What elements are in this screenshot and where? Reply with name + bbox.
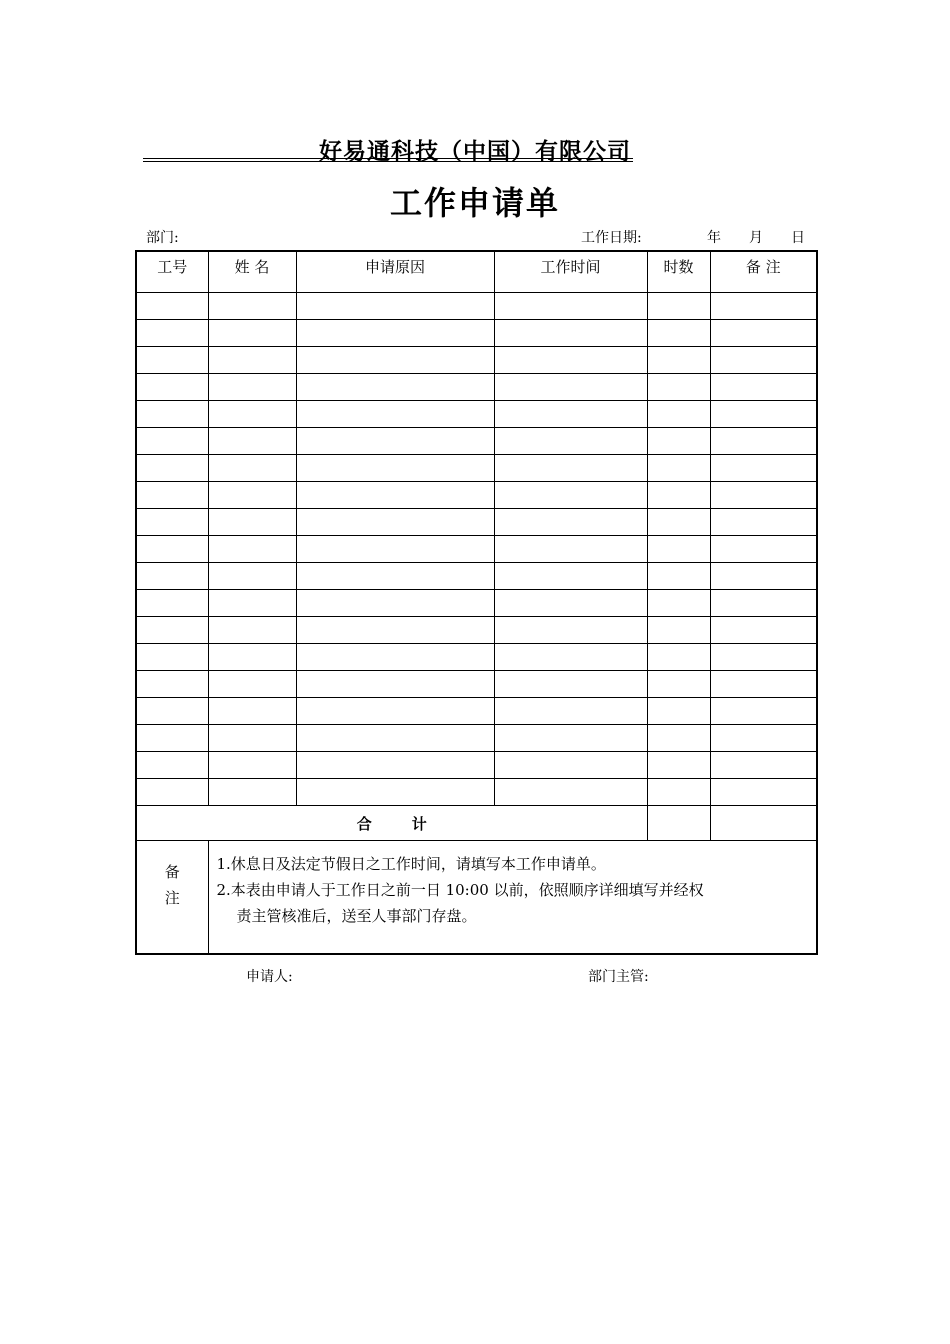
table-row [136, 590, 817, 617]
cell-hours[interactable] [647, 590, 710, 617]
header-remarks: 备 注 [710, 251, 817, 293]
cell-work-time[interactable] [494, 563, 647, 590]
cell-employee-id[interactable] [136, 455, 208, 482]
department-label: 部门: [146, 230, 179, 246]
table-row [136, 536, 817, 563]
cell-work-time[interactable] [494, 428, 647, 455]
cell-hours[interactable] [647, 401, 710, 428]
cell-hours[interactable] [647, 347, 710, 374]
cell-employee-id[interactable] [136, 725, 208, 752]
work-application-table [135, 250, 818, 955]
total-row [136, 806, 817, 841]
cell-reason[interactable] [296, 455, 494, 482]
cell-hours[interactable] [647, 536, 710, 563]
table-row [136, 752, 817, 779]
cell-remarks[interactable] [710, 536, 817, 563]
cell-employee-id[interactable] [136, 617, 208, 644]
cell-reason[interactable] [296, 725, 494, 752]
cell-employee-id[interactable] [136, 320, 208, 347]
cell-remarks[interactable] [710, 725, 817, 752]
cell-reason[interactable] [296, 347, 494, 374]
work-date-label: 工作日期: [581, 230, 642, 246]
cell-work-time[interactable] [494, 590, 647, 617]
cell-work-time[interactable] [494, 320, 647, 347]
cell-hours[interactable] [647, 725, 710, 752]
cell-employee-id[interactable] [136, 293, 208, 320]
cell-name[interactable] [208, 320, 296, 347]
cell-name[interactable] [208, 509, 296, 536]
note-line-1: 1.休息日及法定节假日之工作时间，请填写本工作申请单。 [216, 855, 606, 873]
cell-hours[interactable] [647, 509, 710, 536]
cell-reason[interactable] [296, 401, 494, 428]
cell-hours[interactable] [647, 428, 710, 455]
company-underline-second [143, 161, 633, 162]
cell-reason[interactable] [296, 428, 494, 455]
table-header-row [136, 251, 817, 293]
cell-employee-id[interactable] [136, 401, 208, 428]
table-row [136, 698, 817, 725]
table-row [136, 617, 817, 644]
cell-reason[interactable] [296, 320, 494, 347]
header-name: 姓 名 [208, 251, 296, 293]
header-reason: 申请原因 [296, 251, 494, 293]
header-work-time: 工作时间 [494, 251, 647, 293]
cell-hours[interactable] [647, 698, 710, 725]
company-underline [143, 158, 633, 159]
cell-remarks[interactable] [710, 428, 817, 455]
cell-reason[interactable] [296, 293, 494, 320]
cell-hours[interactable] [647, 779, 710, 806]
cell-reason[interactable] [296, 617, 494, 644]
manager-signature-label: 部门主管: [588, 969, 649, 985]
notes-body [208, 841, 817, 955]
cell-remarks[interactable] [710, 563, 817, 590]
cell-hours[interactable] [647, 644, 710, 671]
cell-work-time[interactable] [494, 509, 647, 536]
note-line-3: 责主管核准后，送至人事部门存盘。 [236, 907, 477, 925]
cell-name[interactable] [208, 671, 296, 698]
table-row [136, 644, 817, 671]
cell-remarks[interactable] [710, 293, 817, 320]
table-row [136, 563, 817, 590]
cell-hours[interactable] [647, 293, 710, 320]
cell-name[interactable] [208, 293, 296, 320]
cell-remarks[interactable] [710, 698, 817, 725]
cell-employee-id[interactable] [136, 779, 208, 806]
cell-name[interactable] [208, 644, 296, 671]
cell-employee-id[interactable] [136, 698, 208, 725]
cell-reason[interactable] [296, 698, 494, 725]
total-hours-cell[interactable] [647, 806, 710, 841]
table-row [136, 725, 817, 752]
year-label: 年 [707, 230, 721, 246]
table-row [136, 671, 817, 698]
month-label: 月 [749, 230, 763, 246]
company-name: 好易通科技（中国）有限公司 [319, 138, 631, 165]
cell-name[interactable] [208, 752, 296, 779]
cell-work-time[interactable] [494, 455, 647, 482]
cell-name[interactable] [208, 428, 296, 455]
cell-name[interactable] [208, 779, 296, 806]
cell-hours[interactable] [647, 617, 710, 644]
cell-work-time[interactable] [494, 347, 647, 374]
table-row [136, 347, 817, 374]
table-row [136, 509, 817, 536]
notes-label-bottom: 注 [164, 889, 180, 907]
cell-name[interactable] [208, 698, 296, 725]
cell-employee-id[interactable] [136, 482, 208, 509]
cell-remarks[interactable] [710, 401, 817, 428]
cell-remarks[interactable] [710, 374, 817, 401]
cell-work-time[interactable] [494, 752, 647, 779]
table-row [136, 374, 817, 401]
cell-employee-id[interactable] [136, 536, 208, 563]
cell-name[interactable] [208, 374, 296, 401]
cell-reason[interactable] [296, 509, 494, 536]
cell-work-time[interactable] [494, 536, 647, 563]
cell-hours[interactable] [647, 482, 710, 509]
cell-employee-id[interactable] [136, 428, 208, 455]
cell-work-time[interactable] [494, 617, 647, 644]
cell-reason[interactable] [296, 671, 494, 698]
cell-work-time[interactable] [494, 374, 647, 401]
table-row [136, 401, 817, 428]
cell-remarks[interactable] [710, 644, 817, 671]
cell-employee-id[interactable] [136, 509, 208, 536]
cell-reason[interactable] [296, 563, 494, 590]
cell-work-time[interactable] [494, 644, 647, 671]
cell-reason[interactable] [296, 644, 494, 671]
cell-name[interactable] [208, 725, 296, 752]
cell-remarks[interactable] [710, 590, 817, 617]
header-employee-id: 工号 [136, 251, 208, 293]
cell-hours[interactable] [647, 374, 710, 401]
cell-employee-id[interactable] [136, 671, 208, 698]
cell-reason[interactable] [296, 482, 494, 509]
applicant-signature-label: 申请人: [246, 969, 293, 985]
cell-hours[interactable] [647, 563, 710, 590]
cell-name[interactable] [208, 401, 296, 428]
cell-work-time[interactable] [494, 725, 647, 752]
cell-hours[interactable] [647, 320, 710, 347]
table-row [136, 779, 817, 806]
cell-remarks[interactable] [710, 320, 817, 347]
cell-employee-id[interactable] [136, 563, 208, 590]
cell-reason[interactable] [296, 374, 494, 401]
cell-remarks[interactable] [710, 617, 817, 644]
cell-name[interactable] [208, 617, 296, 644]
cell-name[interactable] [208, 455, 296, 482]
cell-remarks[interactable] [710, 752, 817, 779]
cell-remarks[interactable] [710, 671, 817, 698]
table-row [136, 428, 817, 455]
notes-label-top: 备 [164, 863, 180, 881]
cell-employee-id[interactable] [136, 590, 208, 617]
cell-reason[interactable] [296, 590, 494, 617]
total-label: 合计 [136, 806, 647, 841]
cell-hours[interactable] [647, 455, 710, 482]
cell-remarks[interactable] [710, 779, 817, 806]
day-label: 日 [791, 230, 805, 246]
cell-name[interactable] [208, 563, 296, 590]
cell-employee-id[interactable] [136, 347, 208, 374]
cell-work-time[interactable] [494, 698, 647, 725]
cell-hours[interactable] [647, 752, 710, 779]
cell-reason[interactable] [296, 752, 494, 779]
cell-reason[interactable] [296, 536, 494, 563]
cell-employee-id[interactable] [136, 374, 208, 401]
cell-work-time[interactable] [494, 482, 647, 509]
cell-employee-id[interactable] [136, 752, 208, 779]
total-remarks-cell[interactable] [710, 806, 817, 841]
note-line-2: 2.本表由申请人于工作日之前一日 10:00 以前，依照顺序详细填写并经权 [216, 881, 704, 899]
cell-hours[interactable] [647, 671, 710, 698]
notes-label [136, 841, 208, 955]
table-row [136, 320, 817, 347]
cell-work-time[interactable] [494, 671, 647, 698]
table-row [136, 482, 817, 509]
cell-remarks[interactable] [710, 347, 817, 374]
cell-name[interactable] [208, 482, 296, 509]
table-row [136, 455, 817, 482]
cell-remarks[interactable] [710, 509, 817, 536]
cell-work-time[interactable] [494, 779, 647, 806]
cell-employee-id[interactable] [136, 644, 208, 671]
cell-work-time[interactable] [494, 401, 647, 428]
cell-work-time[interactable] [494, 293, 647, 320]
cell-name[interactable] [208, 347, 296, 374]
cell-remarks[interactable] [710, 482, 817, 509]
cell-remarks[interactable] [710, 455, 817, 482]
header-hours: 时数 [647, 251, 710, 293]
cell-name[interactable] [208, 590, 296, 617]
cell-reason[interactable] [296, 779, 494, 806]
cell-name[interactable] [208, 536, 296, 563]
form-title: 工作申请单 [389, 184, 560, 222]
table-row [136, 293, 817, 320]
notes-row [136, 841, 817, 955]
